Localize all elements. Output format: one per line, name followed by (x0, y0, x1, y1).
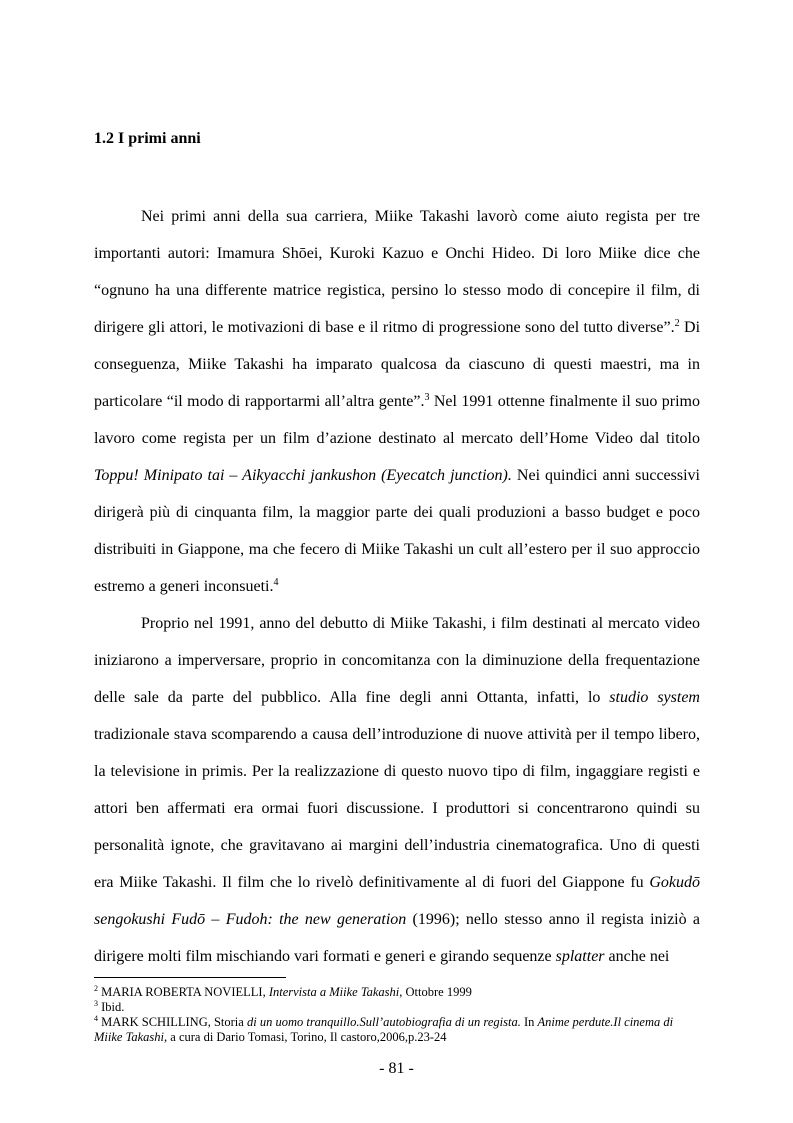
section-heading: 1.2 I primi anni (94, 130, 201, 147)
footnote-rest: a cura di Dario Tomasi, Torino, Il castoro,2006,p.23-24 (167, 1030, 447, 1044)
p2-text-a: Proprio nel 1991, anno del debutto di Miike Takashi, i film destinati al mercato video iniziarono a imperversare, proprio in concomitanza con la diminuzione della frequentazione delle sale da parte del pubblico. Alla fine degli anni Ottanta, infatti, lo (94, 615, 700, 706)
footnote-author: MARK SCHILLING, Storia (98, 1015, 247, 1029)
footnotes (94, 985, 700, 1045)
p2-text-d: anche nei (604, 948, 670, 965)
footnote-separator (94, 977, 286, 978)
italic-studio-system: studio system (609, 689, 700, 706)
footnote-ref-4: 4 (273, 577, 279, 588)
page-number: - 81 - (379, 1060, 414, 1077)
p2-text-b: tradizionale stava scomparendo a causa dell’introduzione di nuove attività per il tempo libero, la televisione in primis. Per la realizzazione di questo nuovo tipo di film, ingaggiare registi e attori ben affermati era ormai fuori discussione. I produttori si concentrarono quindi su personalità ignote, che gravitavano ai margini dell’industria cinematografica. Uno di questi era Miike Takashi. Il film che lo rivelò definitivamente al di fuori del Giappone fu (94, 726, 700, 891)
p1-text-c: Nel 1991 ottenne finalmente il suo primo lavoro come regista per un film d’azione destinato al mercato dell’Home Video dal titolo (94, 393, 701, 447)
footnote-author: MARIA ROBERTA NOVIELLI, (98, 985, 269, 999)
p2-text-c: (1996); nello stesso anno il regista iniziò a dirigere molti film mischiando vari formati e generi e girando sequenze (94, 911, 700, 965)
footnote-book-title: Anime perdute.Il cinema di Miike Takashi, (94, 1015, 674, 1044)
paragraph-1 (94, 198, 700, 605)
footnote-title: di un uomo tranquillo.Sull’autobiografia di un regista. (246, 1015, 521, 1029)
footnote-text: Ibid. (98, 1000, 125, 1014)
p1-text-a: Nei primi anni della sua carriera, Miike Takashi lavorò come aiuto regista per tre importanti autori: Imamura Shōei, Kuroki Kazuo e Onchi Hideo. Di loro Miike dice che “ognuno ha una differente matrice registica, persino lo stesso modo di concepire il film, di dirigere gli attori, le motivazioni di base e il ritmo di progressione sono del tutto diverse”. (94, 208, 700, 336)
p1-text-d: Nei quindici anni successivi dirigerà più di cinquanta film, la maggior parte dei quali produzioni a basso budget e poco distribuiti in Giappone, ma che fecero di Miike Takashi un cult all’estero per il suo approccio estremo a generi inconsueti. (94, 467, 700, 595)
footnote-4 (94, 1015, 700, 1045)
paragraph-2 (94, 605, 700, 975)
italic-splatter: splatter (555, 948, 605, 965)
footnote-ref-2: 2 (674, 318, 680, 329)
film-title-gokudo: Gokudō sengokushi Fudō – Fudoh: the new generation (94, 874, 700, 928)
footnote-number: 2 (94, 984, 98, 993)
footnote-title: Intervista a Miike Takashi (268, 985, 400, 999)
footnote-number: 4 (94, 1014, 98, 1023)
footnote-3 (94, 1000, 700, 1015)
p1-text-b: Di conseguenza, Miike Takashi ha imparato qualcosa da ciascuno di questi maestri, ma in particolare “il modo di rapportarmi all’altra gente”. (94, 319, 701, 410)
footnote-mid: In (520, 1015, 538, 1029)
footnote-2 (94, 985, 700, 1000)
body-text (94, 198, 700, 975)
footnote-ref-3: 3 (424, 392, 430, 403)
footnote-rest: , Ottobre 1999 (399, 985, 472, 999)
footnote-number: 3 (94, 999, 98, 1008)
film-title-toppu: Toppu! Minipato tai – Aikyacchi jankushon (Eyecatch junction). (94, 467, 512, 484)
